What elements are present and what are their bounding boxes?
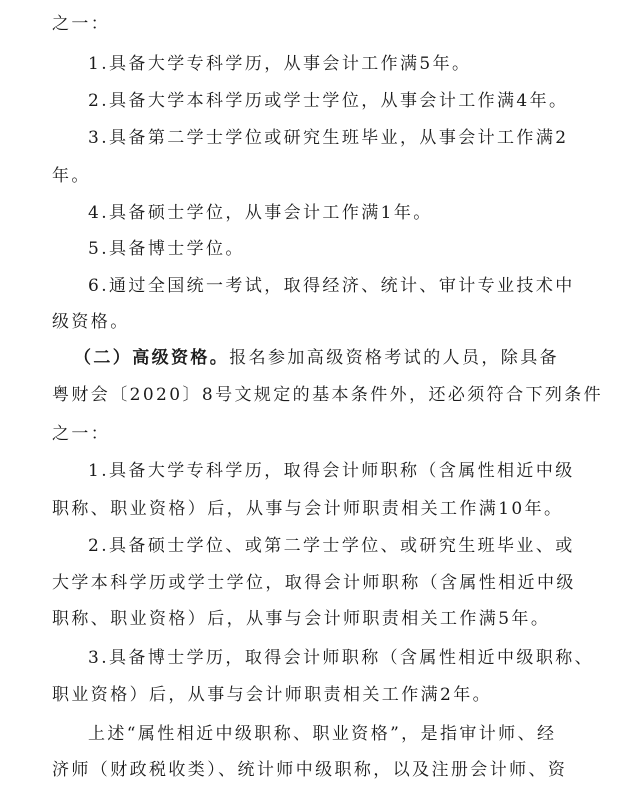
note-paragraph: 上述“属性相近中级职称、职业资格”，是指审计师、经	[88, 724, 557, 744]
text-line: 粤财会〔2020〕8号文规定的基本条件外，还必须符合下列条件	[52, 385, 604, 405]
text-line: 之一：	[52, 424, 111, 444]
list-item-senior-3: 3.具备博士学历，取得会计师职称（含属性相近中级职称、	[88, 648, 595, 668]
section-heading-text: 报名参加高级资格考试的人员，除具备	[229, 348, 560, 368]
text-line: 级资格。	[52, 312, 130, 332]
list-item-intermediate-3: 3.具备第二学士学位或研究生班毕业，从事会计工作满2	[88, 128, 569, 148]
list-item-intermediate-5: 5.具备博士学位。	[88, 239, 245, 259]
list-item-senior-1: 1.具备大学专科学历，取得会计师职称（含属性相近中级	[88, 461, 575, 481]
section-heading-senior	[74, 348, 559, 368]
text-line: 大学本科学历或学士学位，取得会计师职称（含属性相近中级	[52, 573, 576, 593]
list-item-intermediate-2: 2.具备大学本科学历或学士学位，从事会计工作满4年。	[88, 91, 569, 111]
list-item-intermediate-4: 4.具备硕士学位，从事会计工作满1年。	[88, 203, 433, 223]
text-line: 职称、职业资格）后，从事与会计师职责相关工作满10年。	[52, 499, 564, 519]
text-line: 之一：	[52, 14, 111, 34]
text-line: 年。	[52, 166, 91, 186]
list-item-intermediate-6: 6.通过全国统一考试，取得经济、统计、审计专业技术中	[88, 276, 575, 296]
list-item-intermediate-1: 1.具备大学专科学历，从事会计工作满5年。	[88, 54, 472, 74]
text-line: 职业资格）后，从事与会计师职责相关工作满2年。	[52, 685, 493, 705]
text-line: 职称、职业资格）后，从事与会计师职责相关工作满5年。	[52, 609, 551, 629]
text-line: 济师（财政税收类）、统计师中级职称，以及注册会计师、资	[52, 760, 568, 780]
list-item-senior-2: 2.具备硕士学位、或第二学士学位、或研究生班毕业、或	[88, 536, 575, 556]
section-heading-label: （二）高级资格。	[74, 348, 230, 368]
